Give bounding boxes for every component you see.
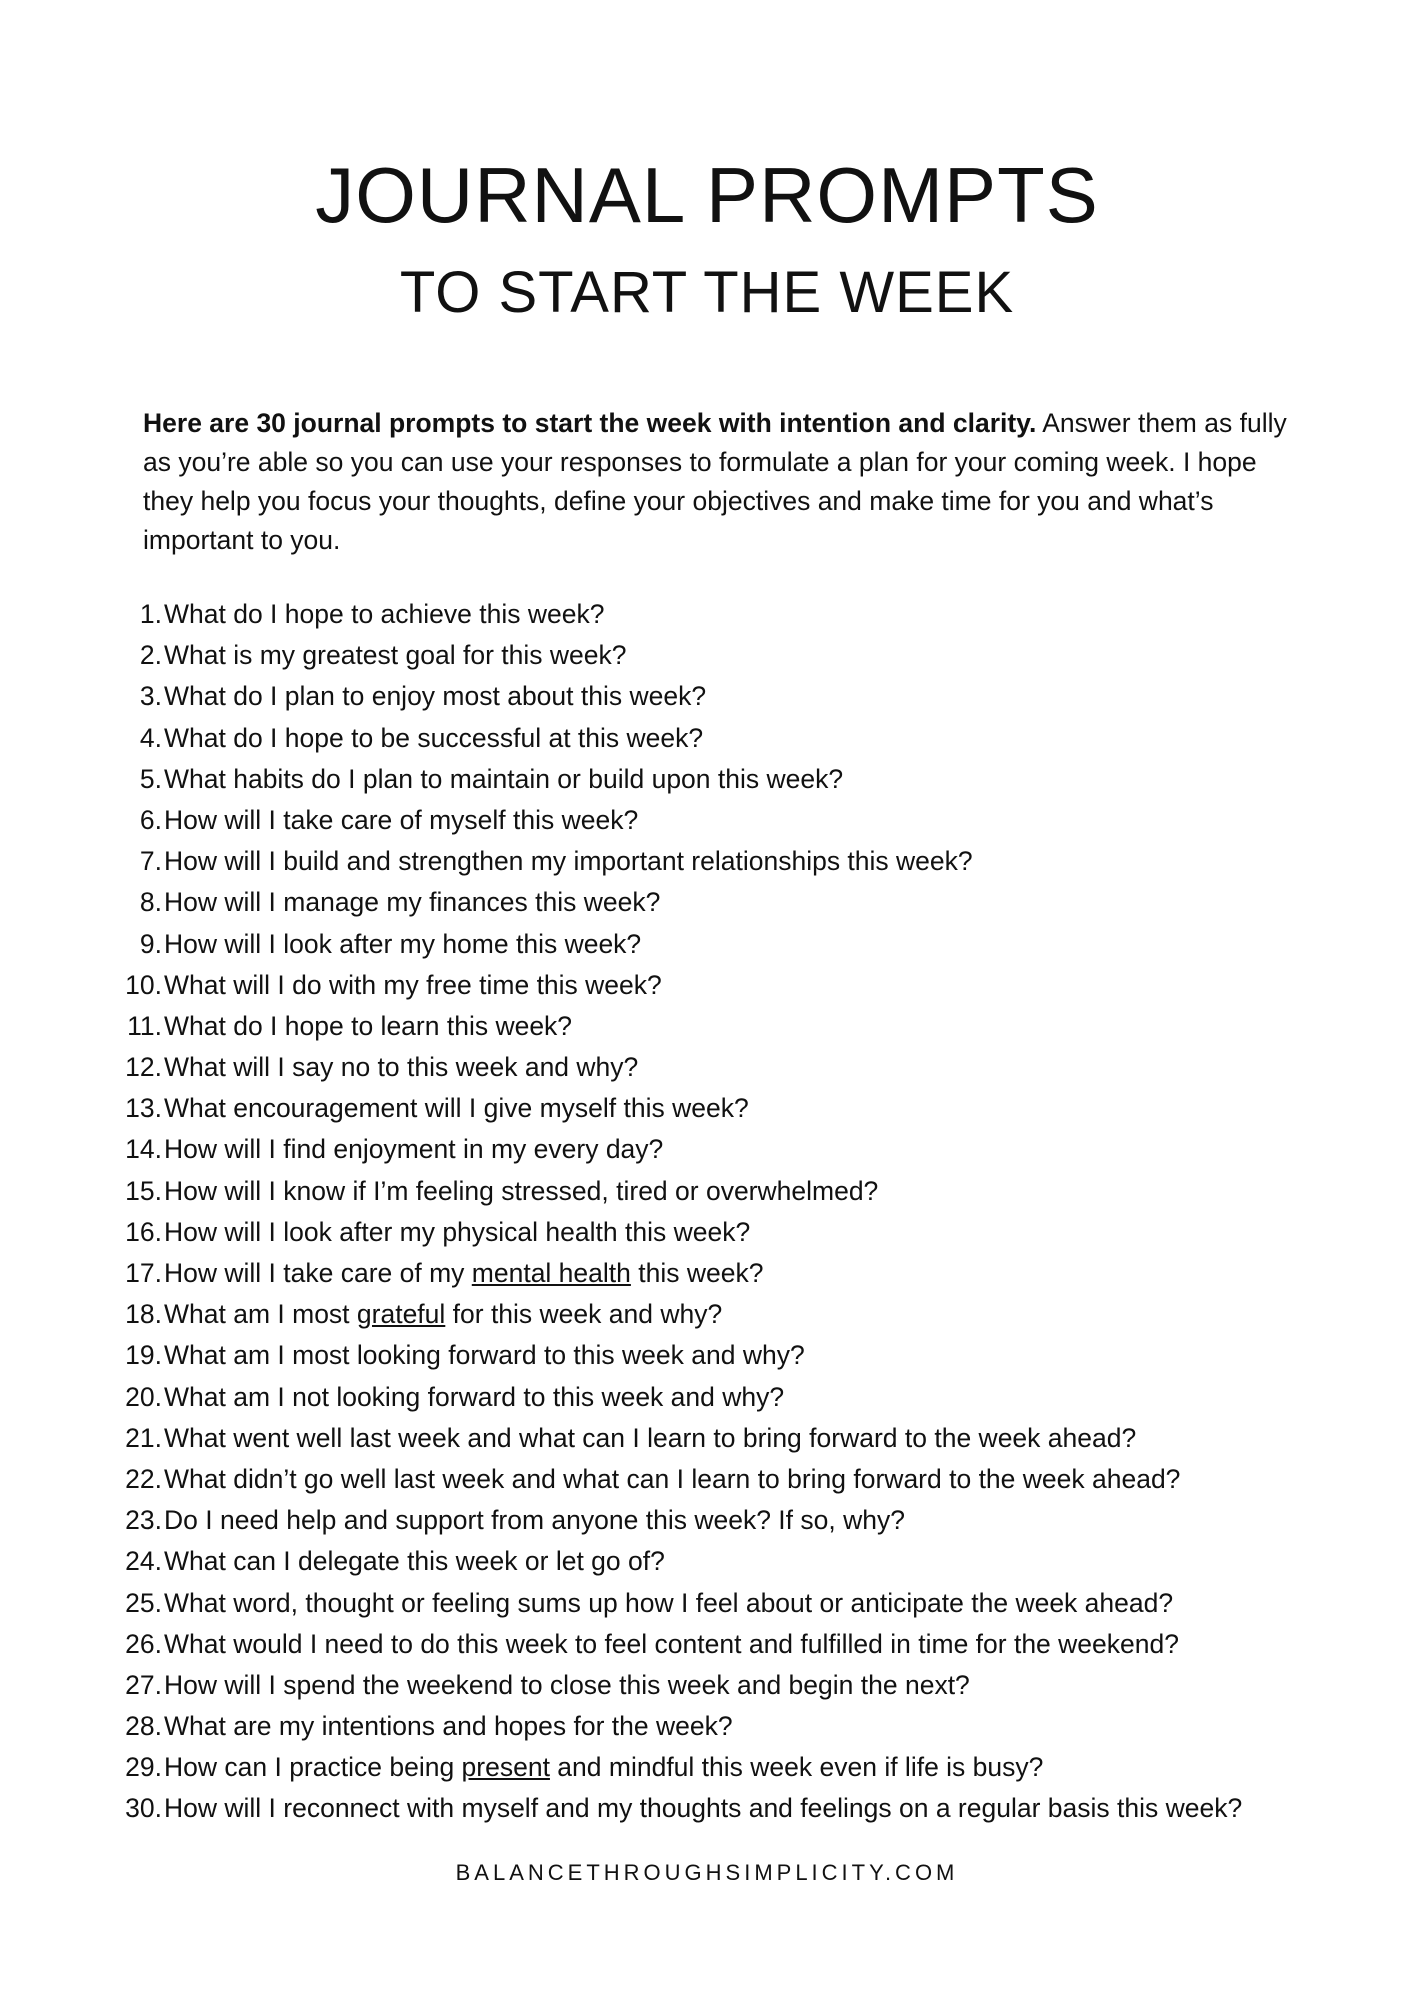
prompt-text	[164, 1294, 722, 1335]
prompt-text	[164, 1747, 1043, 1788]
prompt-number: 27.	[125, 1669, 162, 1700]
prompt-text-segment: What will I say no to this week and why?	[164, 1052, 639, 1083]
prompt-item	[0, 1583, 1414, 1624]
prompt-text-segment: for this week and why?	[445, 1299, 723, 1330]
prompt-item	[0, 1747, 1414, 1788]
prompt-item	[0, 594, 1414, 635]
prompt-item	[0, 882, 1414, 923]
prompt-text	[164, 676, 706, 717]
prompt-number: 13.	[125, 1093, 162, 1124]
prompt-text-segment: What will I do with my free time this week?	[164, 969, 662, 1000]
prompt-number: 26.	[125, 1628, 162, 1659]
prompt-item	[0, 800, 1414, 841]
prompt-number: 18.	[125, 1299, 162, 1330]
prompt-number: 20.	[125, 1381, 162, 1412]
prompt-number: 2.	[139, 640, 162, 671]
prompt-item	[0, 965, 1414, 1006]
prompt-item	[0, 1047, 1414, 1088]
footer-website: BALANCETHROUGHSIMPLICITY.COM	[455, 1860, 959, 1885]
prompt-item	[0, 718, 1414, 759]
prompt-text	[164, 1171, 878, 1212]
page-subtitle: TO START THE WEEK	[399, 260, 1015, 325]
prompt-number: 14.	[125, 1134, 162, 1165]
prompt-text-segment: What am I not looking forward to this week and why?	[164, 1381, 785, 1412]
prompt-number: 6.	[139, 804, 162, 835]
prompt-text	[164, 1088, 749, 1129]
prompt-item	[0, 1171, 1414, 1212]
prompt-text	[164, 1129, 663, 1170]
prompt-text	[164, 1788, 1242, 1829]
prompt-text-segment: What am I most looking forward to this week and why?	[164, 1340, 805, 1371]
prompt-item	[0, 1129, 1414, 1170]
prompt-number: 21.	[125, 1422, 162, 1453]
prompt-item	[0, 1706, 1414, 1747]
prompt-text-segment: How will I build and strengthen my important relationships this week?	[164, 846, 973, 877]
prompt-item	[0, 1459, 1414, 1500]
prompt-text-segment: What do I hope to be successful at this week?	[164, 722, 704, 753]
prompt-item	[0, 841, 1414, 882]
prompt-text-segment: How will I look after my home this week?	[164, 928, 642, 959]
prompt-item	[0, 1418, 1414, 1459]
prompt-text-segment: What is my greatest goal for this week?	[164, 640, 627, 671]
prompt-text	[164, 1418, 1136, 1459]
prompt-text-segment: What encouragement will I give myself this week?	[164, 1093, 749, 1124]
prompt-text-segment: What word, thought or feeling sums up how I feel about or anticipate the week ahead?	[164, 1587, 1174, 1618]
prompt-item	[0, 1665, 1414, 1706]
prompt-item	[0, 924, 1414, 965]
prompt-item	[0, 1006, 1414, 1047]
prompt-item	[0, 1624, 1414, 1665]
prompt-text-segment: and mindful this week even if life is busy?	[549, 1752, 1044, 1783]
intro-paragraph	[143, 404, 1303, 560]
prompt-number: 11.	[127, 1010, 162, 1041]
prompt-number: 22.	[125, 1463, 162, 1494]
prompt-number: 24.	[125, 1546, 162, 1577]
prompt-number: 25.	[125, 1587, 162, 1618]
prompt-item	[0, 676, 1414, 717]
prompt-text	[164, 1047, 638, 1088]
prompt-number: 23.	[125, 1505, 162, 1536]
prompt-item	[0, 1500, 1414, 1541]
prompt-text	[164, 965, 662, 1006]
prompt-text-segment: How will I look after my physical health this week?	[164, 1216, 751, 1247]
intro-text: Answer them as fully as you’re able so you can use your responses to formulate a plan for your coming week. I hope they help you focus your thoughts, define your objectives and make time for you and what’s important to you.	[143, 408, 1287, 555]
prompt-item	[0, 1788, 1414, 1829]
prompt-text	[164, 1253, 763, 1294]
prompt-link[interactable]: mental health	[471, 1258, 631, 1288]
prompt-text	[164, 1541, 665, 1582]
prompt-number: 17.	[125, 1258, 162, 1288]
prompt-text	[164, 1212, 750, 1253]
prompt-number: 10.	[125, 969, 162, 1000]
prompt-text-segment: How will I reconnect with myself and my thoughts and feelings on a regular basis this week?	[164, 1793, 1243, 1824]
prompt-number: 30.	[125, 1793, 162, 1824]
prompt-item	[0, 1212, 1414, 1253]
prompt-text	[164, 1335, 805, 1376]
prompt-link[interactable]: present	[461, 1752, 550, 1783]
prompt-text-segment: How will I take care of myself this week?	[164, 804, 639, 835]
prompt-text	[164, 759, 843, 800]
prompt-number: 16.	[125, 1216, 162, 1247]
prompt-text-segment: What am I most	[164, 1299, 357, 1330]
prompt-item	[0, 1377, 1414, 1418]
prompt-text-segment: What are my intentions and hopes for the week?	[164, 1711, 733, 1742]
prompt-link[interactable]: grateful	[356, 1299, 446, 1330]
prompt-item	[0, 1294, 1414, 1335]
prompt-item	[0, 1088, 1414, 1129]
prompt-text	[164, 800, 638, 841]
prompt-text	[164, 635, 626, 676]
prompt-item	[0, 1541, 1414, 1582]
prompt-text-segment: What do I plan to enjoy most about this week?	[164, 681, 707, 712]
prompt-text	[164, 1500, 905, 1541]
prompt-list	[0, 594, 1414, 1830]
prompt-text	[164, 1706, 733, 1747]
prompt-text-segment: What can I delegate this week or let go of?	[164, 1546, 665, 1577]
prompt-text-segment: What do I hope to learn this week?	[164, 1010, 573, 1041]
prompt-text	[164, 882, 660, 923]
prompt-text-segment: How can I practice being	[164, 1752, 462, 1783]
prompt-number: 15.	[125, 1175, 162, 1206]
prompt-text	[164, 1624, 1179, 1665]
prompt-number: 3.	[139, 681, 162, 712]
page-title: JOURNAL PROMPTS	[315, 151, 1099, 239]
prompt-text-segment: What would I need to do this week to feel content and fulfilled in time for the weekend?	[164, 1628, 1179, 1659]
prompt-text	[164, 1459, 1180, 1500]
prompt-text-segment: this week?	[630, 1258, 764, 1288]
prompt-text-segment: How will I take care of my	[164, 1258, 472, 1288]
prompt-text-segment: What habits do I plan to maintain or build upon this week?	[164, 763, 844, 794]
prompt-text-segment: How will I know if I’m feeling stressed, tired or overwhelmed?	[164, 1175, 879, 1206]
prompt-text-segment: Do I need help and support from anyone this week? If so, why?	[164, 1505, 905, 1536]
prompt-text-segment: How will I manage my finances this week?	[164, 887, 661, 918]
prompt-text-segment: What went well last week and what can I learn to bring forward to the week ahead?	[164, 1422, 1137, 1453]
prompt-text	[164, 718, 703, 759]
prompt-item	[0, 635, 1414, 676]
prompt-number: 7.	[139, 846, 162, 877]
prompt-number: 12.	[125, 1052, 162, 1083]
prompt-text	[164, 1006, 572, 1047]
prompt-text-segment: What do I hope to achieve this week?	[164, 599, 605, 629]
prompt-text	[164, 1583, 1173, 1624]
prompt-text	[164, 1665, 970, 1706]
prompt-text-segment: How will I spend the weekend to close this week and begin the next?	[164, 1669, 970, 1700]
prompt-number: 8.	[139, 887, 162, 918]
prompt-number: 29.	[125, 1752, 162, 1783]
prompt-number: 5.	[139, 763, 162, 794]
prompt-number: 19.	[125, 1340, 162, 1371]
prompt-text	[164, 841, 973, 882]
prompt-number: 4.	[139, 722, 162, 753]
prompt-text	[164, 1377, 784, 1418]
intro-bold: Here are 30 journal prompts to start the week with intention and clarity.	[143, 408, 1037, 438]
prompt-item	[0, 1335, 1414, 1376]
prompt-text	[164, 924, 641, 965]
prompt-text	[164, 594, 604, 635]
prompt-number: 9.	[139, 928, 162, 959]
prompt-number: 1.	[139, 599, 162, 629]
prompt-number: 28.	[125, 1711, 162, 1742]
prompt-item	[0, 759, 1414, 800]
prompt-item	[0, 1253, 1414, 1294]
prompt-text-segment: How will I find enjoyment in my every day?	[164, 1134, 664, 1165]
prompt-text-segment: What didn’t go well last week and what can I learn to bring forward to the week ahead?	[164, 1463, 1181, 1494]
